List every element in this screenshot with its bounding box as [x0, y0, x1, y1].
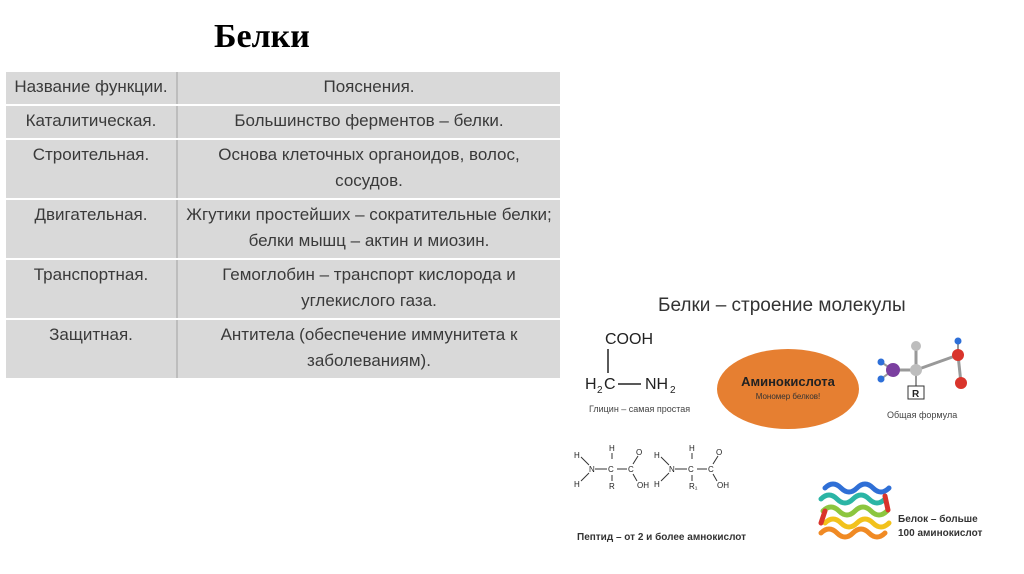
svg-text:H: H: [574, 480, 580, 489]
general-formula-model: [878, 338, 968, 401]
function-name: Каталитическая.: [6, 105, 177, 139]
protein-caption-line2: 100 аминокислот: [898, 528, 983, 539]
carbon-atom: [911, 341, 921, 351]
function-description: Жгутики простейших – сократительные белки; белки мышц – актин и миозин.: [177, 199, 560, 259]
table-row: [6, 139, 560, 199]
general-formula-caption: Общая формула: [887, 410, 958, 420]
table-row: [6, 199, 560, 259]
functions-table: [6, 72, 560, 378]
function-description: Гемоглобин – транспорт кислорода и углекислого газа.: [177, 259, 560, 319]
function-description: Основа клеточных органоидов, волос, сосудов.: [177, 139, 560, 199]
function-description: Большинство ферментов – белки.: [177, 105, 560, 139]
protein-ribbon: [821, 484, 889, 537]
nitrogen-atom: [886, 363, 900, 377]
slide-title: Белки: [214, 18, 310, 55]
svg-text:N: N: [589, 465, 595, 474]
function-name: Строительная.: [6, 139, 177, 199]
hydrogen-atom: [878, 376, 885, 383]
amino-acid-oval: [717, 349, 859, 429]
carbon-atom: [910, 364, 922, 376]
amino-acid-subtitle: Мономер белков!: [755, 392, 821, 401]
svg-text:C: C: [608, 465, 614, 474]
glycine-c: C: [604, 376, 616, 393]
peptide-atoms: [574, 444, 729, 491]
svg-text:OH: OH: [717, 481, 729, 490]
glycine-structure: [585, 331, 676, 396]
svg-text:C: C: [708, 465, 714, 474]
svg-text:R: R: [609, 482, 615, 491]
amino-acid-title: Аминокислота: [741, 374, 835, 389]
function-name: Двигательная.: [6, 199, 177, 259]
glycine-caption: Глицин – самая простая: [589, 404, 691, 414]
table-header-row: [6, 72, 560, 105]
svg-text:H: H: [654, 451, 660, 460]
hydrogen-atom: [955, 338, 962, 345]
function-description: Антитела (обеспечение иммунитета к заболеваниям).: [220, 325, 518, 370]
svg-text:O: O: [716, 448, 723, 457]
peptide-structure: [581, 453, 718, 481]
svg-text:H: H: [689, 444, 695, 453]
svg-text:R₁: R₁: [689, 482, 698, 491]
glycine-h-sub: 2: [597, 385, 603, 396]
glycine-h: H: [585, 376, 597, 393]
glycine-cooh: COOH: [605, 331, 653, 348]
svg-text:OH: OH: [637, 481, 649, 490]
table-row: [6, 105, 560, 139]
svg-text:H: H: [654, 480, 660, 489]
oxygen-atom: [952, 349, 964, 361]
svg-text:N: N: [669, 465, 675, 474]
protein-structure-figure: [563, 283, 1020, 570]
svg-text:H: H: [609, 444, 615, 453]
svg-text:O: O: [636, 448, 643, 457]
header-description: Пояснения.: [177, 72, 560, 105]
glycine-nh-sub: 2: [670, 385, 676, 396]
hydrogen-atom: [878, 359, 885, 366]
r-group-label: R: [912, 389, 920, 400]
header-function: Название функции.: [6, 72, 177, 105]
figure-title: Белки – строение молекулы: [658, 295, 906, 316]
glycine-nh: NH: [645, 376, 669, 393]
function-name: Защитная.: [6, 319, 177, 378]
protein-caption-line1: Белок – больше: [898, 514, 978, 525]
table-row: [6, 319, 560, 378]
table-row: [6, 259, 560, 319]
oxygen-atom: [955, 377, 967, 389]
svg-text:C: C: [688, 465, 694, 474]
peptide-caption: Пептид – от 2 и более амнокислот: [577, 532, 747, 543]
svg-text:C: C: [628, 465, 634, 474]
svg-text:H: H: [574, 451, 580, 460]
function-name: Транспортная.: [6, 259, 177, 319]
